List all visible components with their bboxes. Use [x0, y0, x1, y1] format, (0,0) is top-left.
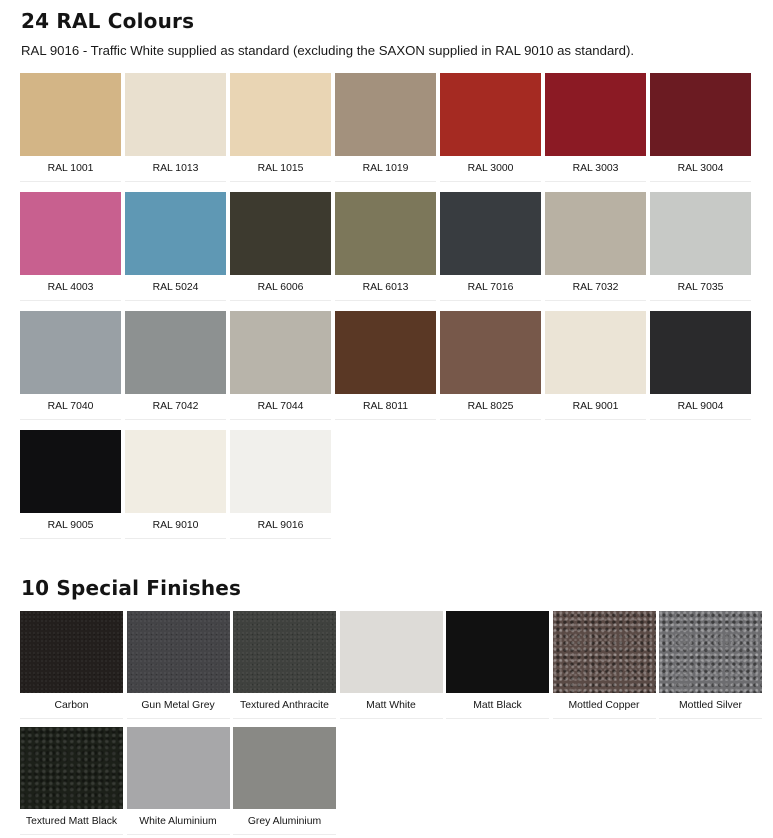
ral-colour-tile[interactable] [335, 73, 436, 181]
ral-colour-label: RAL 9004 [677, 401, 724, 412]
ral-colour-label: RAL 7035 [677, 282, 724, 293]
ral-colour-tile[interactable] [650, 192, 751, 300]
ral-colour-label: RAL 4003 [47, 282, 94, 293]
ral-colour-label: RAL 8025 [467, 401, 514, 412]
ral-colour-tile[interactable] [125, 311, 226, 419]
ral-colour-grid [20, 73, 751, 538]
ral-colour-swatch[interactable] [20, 73, 121, 156]
ral-colour-swatch[interactable] [335, 192, 436, 275]
ral-colour-tile[interactable] [125, 192, 226, 300]
ral-colour-tile[interactable] [230, 430, 331, 538]
special-finish-label: Matt Black [473, 700, 522, 711]
ral-section-title: 24 RAL Colours [21, 9, 195, 33]
ral-colour-tile[interactable] [20, 192, 121, 300]
ral-colour-label: RAL 7016 [467, 282, 514, 293]
special-finish-swatch[interactable] [127, 727, 230, 809]
ral-colour-swatch[interactable] [125, 430, 226, 513]
ral-colour-label: RAL 6013 [362, 282, 409, 293]
special-finish-label: Mottled Copper [568, 700, 640, 711]
ral-colour-label: RAL 7042 [152, 401, 199, 412]
ral-colour-tile[interactable] [20, 430, 121, 538]
special-finish-label: Mottled Silver [679, 700, 742, 711]
special-finish-swatch[interactable] [20, 727, 123, 809]
special-finish-label: Gun Metal Grey [141, 700, 215, 711]
special-finish-tile[interactable] [659, 611, 762, 718]
ral-colour-tile[interactable] [230, 311, 331, 419]
special-finish-label: Textured Matt Black [25, 816, 118, 827]
ral-colour-tile[interactable] [335, 311, 436, 419]
ral-colour-tile[interactable] [545, 192, 646, 300]
special-finish-tile[interactable] [127, 611, 230, 718]
ral-colour-tile[interactable] [20, 73, 121, 181]
special-finish-swatch[interactable] [340, 611, 443, 693]
ral-colour-swatch[interactable] [230, 192, 331, 275]
ral-colour-tile[interactable] [230, 192, 331, 300]
ral-section-subtitle: RAL 9016 - Traffic White supplied as standard (excluding the SAXON supplied in RAL 9010 as standard). [21, 43, 635, 58]
special-finish-label: Matt White [366, 700, 416, 711]
ral-colour-swatch[interactable] [125, 192, 226, 275]
ral-colour-label: RAL 9016 [257, 520, 304, 531]
ral-colour-swatch[interactable] [20, 311, 121, 394]
special-finish-label: Grey Aluminium [247, 816, 322, 827]
ral-colour-label: RAL 9010 [152, 520, 199, 531]
special-finish-swatch[interactable] [553, 611, 656, 693]
ral-colour-swatch[interactable] [545, 311, 646, 394]
ral-colour-tile[interactable] [125, 73, 226, 181]
ral-colour-swatch[interactable] [125, 311, 226, 394]
special-finish-swatch[interactable] [233, 611, 336, 693]
special-finish-tile[interactable] [20, 727, 123, 834]
special-finish-tile[interactable] [340, 611, 443, 718]
ral-colour-swatch[interactable] [230, 430, 331, 513]
ral-colour-tile[interactable] [545, 311, 646, 419]
special-finish-tile[interactable] [233, 611, 336, 718]
special-finish-swatch[interactable] [446, 611, 549, 693]
special-finish-grid [20, 611, 762, 834]
ral-colour-label: RAL 6006 [257, 282, 304, 293]
ral-colour-label: RAL 8011 [362, 401, 409, 412]
ral-colour-tile[interactable] [230, 73, 331, 181]
ral-colour-tile[interactable] [440, 73, 541, 181]
ral-colour-label: RAL 5024 [152, 282, 199, 293]
special-finish-label: Carbon [54, 700, 89, 711]
ral-colour-swatch[interactable] [650, 311, 751, 394]
ral-colour-tile[interactable] [545, 73, 646, 181]
ral-colour-swatch[interactable] [440, 311, 541, 394]
ral-colour-label: RAL 9005 [47, 520, 94, 531]
ral-colour-swatch[interactable] [440, 192, 541, 275]
ral-colour-label: RAL 3000 [467, 163, 514, 174]
special-section-title: 10 Special Finishes [21, 576, 242, 600]
special-finish-swatch[interactable] [20, 611, 123, 693]
ral-colour-swatch[interactable] [20, 430, 121, 513]
ral-colour-tile[interactable] [20, 311, 121, 419]
ral-colour-label: RAL 1019 [362, 163, 409, 174]
ral-colour-label: RAL 1001 [47, 163, 94, 174]
special-finish-tile[interactable] [127, 727, 230, 834]
special-finish-tile[interactable] [233, 727, 336, 834]
ral-colour-swatch[interactable] [545, 73, 646, 156]
special-finish-swatch[interactable] [659, 611, 762, 693]
ral-colour-label: RAL 3004 [677, 163, 724, 174]
special-finish-swatch[interactable] [127, 611, 230, 693]
ral-colour-tile[interactable] [650, 311, 751, 419]
ral-colour-swatch[interactable] [20, 192, 121, 275]
special-finish-swatch[interactable] [233, 727, 336, 809]
ral-colour-swatch[interactable] [545, 192, 646, 275]
ral-colour-swatch[interactable] [335, 311, 436, 394]
ral-colour-label: RAL 7044 [257, 401, 304, 412]
special-finish-tile[interactable] [20, 611, 123, 718]
ral-colour-label: RAL 7032 [572, 282, 619, 293]
ral-colour-label: RAL 1015 [257, 163, 304, 174]
ral-colour-label: RAL 7040 [47, 401, 94, 412]
ral-colour-label: RAL 1013 [152, 163, 199, 174]
ral-colour-swatch[interactable] [230, 311, 331, 394]
special-finish-label: Textured Anthracite [240, 700, 329, 711]
ral-colour-tile[interactable] [440, 311, 541, 419]
ral-colour-swatch[interactable] [125, 73, 226, 156]
ral-colour-tile[interactable] [335, 192, 436, 300]
ral-colour-tile[interactable] [650, 73, 751, 181]
ral-colour-swatch[interactable] [230, 73, 331, 156]
ral-colour-tile[interactable] [440, 192, 541, 300]
ral-colour-label: RAL 9001 [572, 401, 619, 412]
ral-colour-swatch[interactable] [650, 192, 751, 275]
ral-colour-swatch[interactable] [440, 73, 541, 156]
ral-colour-label: RAL 3003 [572, 163, 619, 174]
ral-colour-swatch[interactable] [335, 73, 436, 156]
special-finish-label: White Aluminium [139, 816, 217, 827]
special-finish-tile[interactable] [446, 611, 549, 718]
special-finish-tile[interactable] [553, 611, 656, 718]
ral-colour-tile[interactable] [125, 430, 226, 538]
ral-colour-swatch[interactable] [650, 73, 751, 156]
